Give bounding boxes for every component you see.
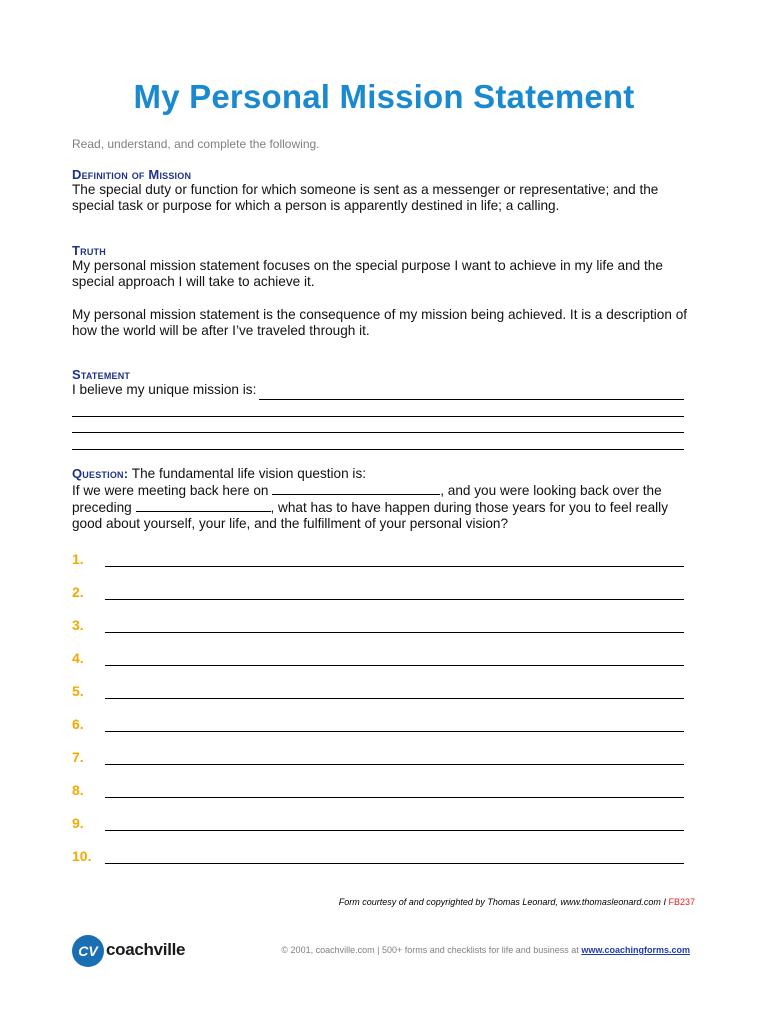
coachingforms-link[interactable]: www.coachingforms.com [581, 945, 690, 955]
answer-line-2[interactable] [72, 584, 684, 604]
question-text-part-2: , and you were looking back over the preceding [72, 483, 662, 515]
truth-paragraph-1: My personal mission statement focuses on the special purpose I want to achieve in my life and the special approach I will take to achieve it. [72, 258, 663, 289]
answer-line-4[interactable] [72, 650, 684, 670]
statement-prompt: I believe my unique mission is: [72, 382, 257, 397]
answer-number: 10. [72, 848, 92, 864]
truth-heading: Truth [72, 243, 106, 258]
page-title: My Personal Mission Statement [133, 78, 635, 115]
answer-number: 2. [72, 584, 84, 600]
truth-paragraph-2: My personal mission statement is the consequence of my mission being achieved. It is a description of how the world will be after I’ve traveled through it. [72, 307, 688, 338]
statement-line-3[interactable] [72, 432, 684, 433]
form-code: FB237 [668, 897, 695, 907]
answer-number: 3. [72, 617, 84, 633]
years-blank[interactable] [136, 499, 271, 512]
answer-number: 8. [72, 782, 84, 798]
answer-number: 5. [72, 683, 84, 699]
statement-line-1[interactable] [259, 399, 684, 400]
question-text-part-1: If we were meeting back here on [72, 483, 269, 498]
footer-text: © 2001, coachville.com | 500+ forms and checklists for life and business at [281, 945, 579, 955]
answer-line-10[interactable] [72, 848, 684, 868]
courtesy-separator: I [663, 897, 666, 907]
definition-heading: Definition of Mission [72, 167, 192, 182]
answer-line-7[interactable] [72, 749, 684, 769]
answer-number: 7. [72, 749, 84, 765]
instructions: Read, understand, and complete the following. [72, 137, 320, 151]
answer-number: 6. [72, 716, 84, 732]
answer-line-6[interactable] [72, 716, 684, 736]
statement-heading: Statement [72, 367, 131, 382]
copyright-courtesy [339, 897, 695, 907]
question-heading: Question: [72, 466, 129, 481]
answer-number: 1. [72, 551, 84, 567]
definition-text: The special duty or function for which someone is sent as a messenger or representative; and the special task or purpose for which a person is apparently destined in life; a calling. [72, 182, 659, 213]
answer-line-1[interactable] [72, 551, 684, 571]
question-section [72, 466, 687, 532]
question-text-part-3: , what has to have happen during those years for you to feel really good about yourself, your life, and the fulfillment of your personal vision? [72, 500, 668, 531]
answer-line-8[interactable] [72, 782, 684, 802]
statement-section [72, 367, 692, 398]
courtesy-text: Form courtesy of and copyrighted by Thomas Leonard, www.thomasleonard.com [338, 897, 661, 907]
statement-line-2[interactable] [72, 416, 684, 417]
question-text [72, 482, 687, 532]
question-intro: The fundamental life vision question is: [131, 466, 367, 481]
date-blank[interactable] [272, 482, 440, 495]
answer-line-5[interactable] [72, 683, 684, 703]
footer [281, 945, 690, 955]
answer-number: 4. [72, 650, 84, 666]
cv-logo-icon: CV [72, 935, 104, 967]
definition-section [72, 167, 692, 214]
answer-line-9[interactable] [72, 815, 684, 835]
logo-text: coachville [106, 940, 186, 959]
truth-section [72, 243, 692, 339]
statement-line-4[interactable] [72, 449, 684, 450]
answer-number: 9. [72, 815, 84, 831]
answer-line-3[interactable] [72, 617, 684, 637]
